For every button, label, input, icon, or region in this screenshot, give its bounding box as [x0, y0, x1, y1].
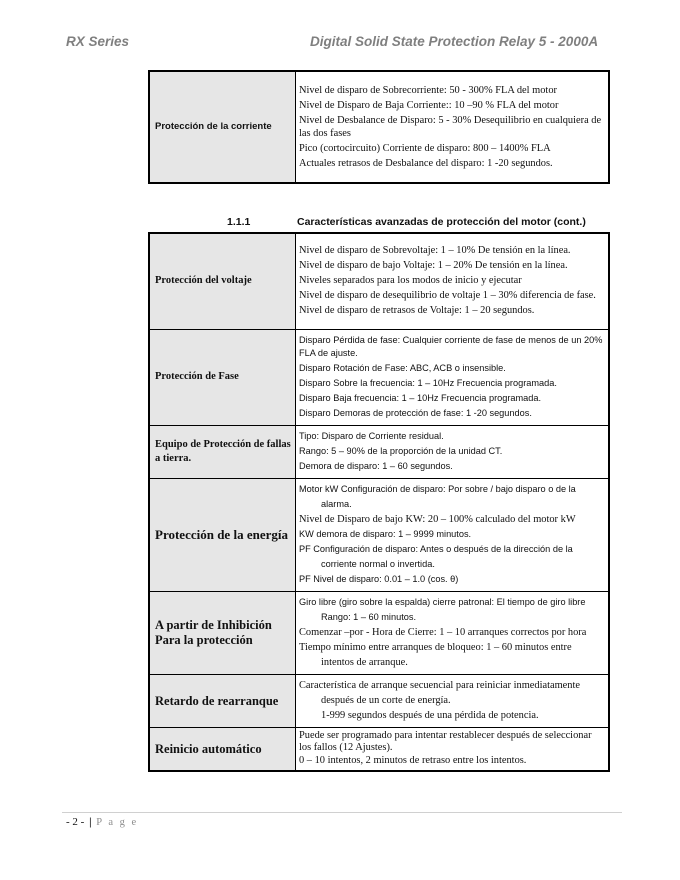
spec-line: Disparo Rotación de Fase: ABC, ACB o insensible. [299, 362, 506, 373]
row-label: Protección del voltaje [155, 275, 252, 287]
row-label-cell [149, 425, 296, 478]
row-label-cell [149, 233, 296, 329]
spec-line: Disparo Sobre la frecuencia: 1 – 10Hz Frecuencia programada. [299, 377, 557, 388]
row-label-cell [149, 71, 296, 183]
spec-line: Tipo: Disparo de Corriente residual. [299, 430, 444, 441]
spec-line: alarma. [321, 498, 352, 509]
spec-line: Disparo Baja frecuencia: 1 – 10Hz Frecuencia programada. [299, 392, 542, 403]
row-label: A partir de Inhibición Para la protección [155, 617, 272, 647]
spec-line: Demora de disparo: 1 – 60 segundos. [299, 460, 453, 471]
spec-line: Nivel de disparo de Sobrecorriente: 50 - 300% FLA del motor [299, 84, 557, 96]
header-series: RX Series [66, 34, 130, 49]
spec-line: después de un corte de energía. [321, 694, 451, 706]
row-value-cell [296, 591, 610, 674]
spec-line: Rango: 1 – 60 minutos. [321, 611, 416, 622]
row-value-cell [296, 674, 610, 727]
row-value-cell [296, 233, 610, 329]
spec-line: Nivel de disparo de desequilibrio de voltaje 1 – 30% diferencia de fase. [299, 290, 596, 302]
spec-line: corriente normal o invertida. [321, 558, 435, 569]
table-row [149, 233, 609, 329]
row-value-cell [296, 727, 610, 771]
footer-divider [62, 812, 622, 813]
spec-line: Giro libre (giro sobre la espalda) cierre patronal: El tiempo de giro libre [299, 596, 586, 607]
row-value-cell [296, 71, 610, 183]
spec-line: KW demora de disparo: 1 – 9999 minutos. [299, 528, 472, 539]
spec-line: Comenzar –por - Hora de Cierre: 1 – 10 arranques correctos por hora [299, 626, 587, 638]
section-title: Características avanzadas de protección del motor (cont.) [297, 216, 586, 228]
table-row [149, 329, 609, 425]
header-product-title: Digital Solid State Protection Relay 5 - 2000A [310, 34, 599, 49]
spec-line: Pico (cortocircuito) Corriente de disparo: 800 – 1400% FLA [299, 142, 551, 154]
row-value-cell [296, 478, 610, 591]
spec-line: Característica de arranque secuencial para reiniciar inmediatamente [299, 679, 580, 691]
spec-line: 1-999 segundos después de una pérdida de potencia. [321, 709, 539, 721]
spec-line: Nivel de Disparo de bajo KW: 20 – 100% calculado del motor kW [299, 513, 576, 525]
spec-line: Disparo Demoras de protección de fase: 1 -20 segundos. [299, 407, 532, 418]
row-label: Protección de la corriente [155, 121, 272, 132]
advanced-protection-table [148, 232, 610, 772]
row-label-cell [149, 478, 296, 591]
row-label-cell [149, 329, 296, 425]
spec-line: Disparo Pérdida de fase: Cualquier corriente de fase de menos de un 20% FLA de ajuste. [299, 334, 603, 358]
spec-line: Tiempo mínimo entre arranques de bloqueo: 1 – 60 minutos entre [299, 641, 572, 653]
table-row [149, 71, 609, 183]
spec-line: Nivel de Disparo de Baja Corriente:: 10 –90 % FLA del motor [299, 99, 559, 111]
current-protection-table [148, 70, 610, 184]
page-footer [66, 816, 138, 828]
row-label: Protección de Fase [155, 371, 239, 382]
row-label-cell [149, 727, 296, 771]
spec-line: Nivel de disparo de bajo Voltaje: 1 – 20% De tensión en la línea. [299, 260, 568, 272]
page-label: P a g e [96, 817, 139, 828]
table-row [149, 425, 609, 478]
spec-line: 0 – 10 intentos, 2 minutos de retraso entre los intentos. [299, 754, 527, 766]
row-value-cell [296, 329, 610, 425]
row-label-cell [149, 591, 296, 674]
row-label-cell [149, 674, 296, 727]
spec-line: Motor kW Configuración de disparo: Por sobre / bajo disparo o de la [299, 483, 576, 494]
page-number: - 2 - [66, 816, 85, 828]
spec-line: Nivel de Desbalance de Disparo: 5 - 30% Desequilibrio en cualquiera de las dos fases [299, 114, 602, 139]
table-row [149, 727, 609, 771]
row-label: Protección de la energía [155, 527, 288, 542]
row-label: Reinicio automático [155, 741, 262, 756]
section-number: 1.1.1 [227, 216, 251, 228]
spec-line: PF Configuración de disparo: Antes o después de la dirección de la [299, 543, 573, 554]
spec-line: Nivel de disparo de Sobrevoltaje: 1 – 10% De tensión en la línea. [299, 245, 571, 257]
spec-line: Niveles separados para los modos de inicio y ejecutar [299, 275, 522, 287]
spec-line: intentos de arranque. [321, 656, 408, 668]
spec-line: Puede ser programado para intentar restablecer después de seleccionar los fallos (12 Ajustes). [299, 729, 592, 753]
row-value-cell [296, 425, 610, 478]
table-row [149, 478, 609, 591]
row-label: Retardo de rearranque [155, 693, 279, 708]
spec-line: PF Nivel de disparo: 0.01 – 1.0 (cos. θ) [299, 573, 459, 584]
spec-line: Actuales retrasos de Desbalance del disparo: 1 -20 segundos. [299, 157, 553, 169]
table-row [149, 674, 609, 727]
footer-separator: | [89, 816, 92, 828]
row-label: Equipo de Protección de fallas a tierra. [155, 438, 291, 464]
table-row [149, 591, 609, 674]
spec-line: Rango: 5 – 90% de la proporción de la unidad CT. [299, 445, 503, 456]
spec-line: Nivel de disparo de retrasos de Voltaje: 1 – 20 segundos. [299, 305, 535, 317]
